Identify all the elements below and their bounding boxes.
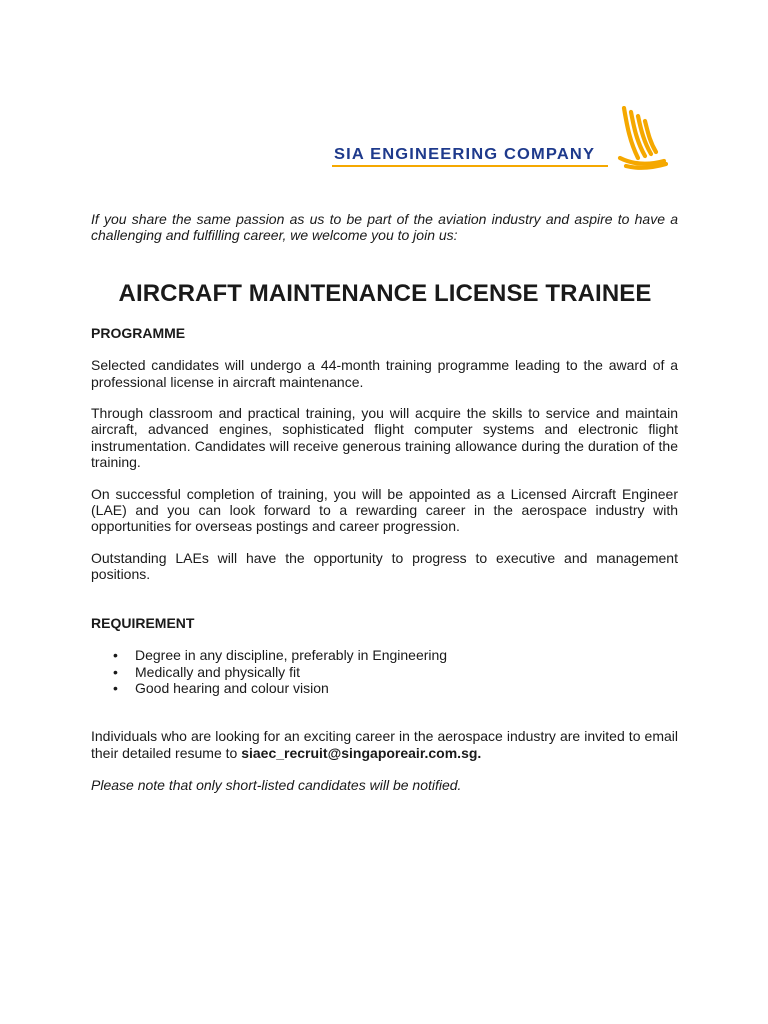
requirement-text: Good hearing and colour vision [135,679,329,696]
programme-heading: PROGRAMME [91,324,186,341]
job-title: AIRCRAFT MAINTENANCE LICENSE TRAINEE [118,279,652,307]
application-sentence: Individuals who are looking for an exciting career in the aerospace industry are invited to email their detailed resume to [91,728,678,761]
requirement-list [91,647,678,696]
bullet-icon: • [113,679,118,696]
job-posting [91,211,678,794]
requirement-text: Medically and physically fit [135,663,300,680]
bullet-icon: • [113,663,118,680]
logo-underline [332,165,608,167]
recruitment-email: siaec_recruit@singaporeair.com.sg. [241,744,482,761]
programme-paragraph-3: On successful completion of training, you will be appointed as a Licensed Aircraft Engineer (LAE) and you can look forward to a rewarding career in the aerospace industry with opportunities for overseas postings and career progression. [91,485,678,535]
logo-company-name: SIA ENGINEERING COMPANY [334,145,596,163]
company-logo [332,106,670,172]
notification-note: Please note that only short-listed candidates will be notified. [91,777,462,794]
sia-bird-logo-icon [614,106,668,170]
application-text [91,728,678,761]
list-item [91,664,678,680]
requirement-text: Degree in any discipline, preferably in Engineering [135,647,448,664]
intro-text: If you share the same passion as us to be part of the aviation industry and aspire to have a challenging and fulfilling career, we welcome you to join us: [91,211,678,244]
list-item [91,680,678,696]
requirement-heading: REQUIREMENT [91,614,195,631]
list-item [91,647,678,663]
bullet-icon: • [113,647,118,664]
programme-paragraph-4: Outstanding LAEs will have the opportunity to progress to executive and management positions. [91,549,678,583]
programme-paragraph-2: Through classroom and practical training, you will acquire the skills to service and maintain aircraft, advanced engines, sophisticated flight computer systems and electronic flight instrumentation. Candidates will receive generous training allowance during the duration of the training. [91,405,678,471]
programme-paragraph-1: Selected candidates will undergo a 44-month training programme leading to the award of a professional license in aircraft maintenance. [91,357,678,390]
